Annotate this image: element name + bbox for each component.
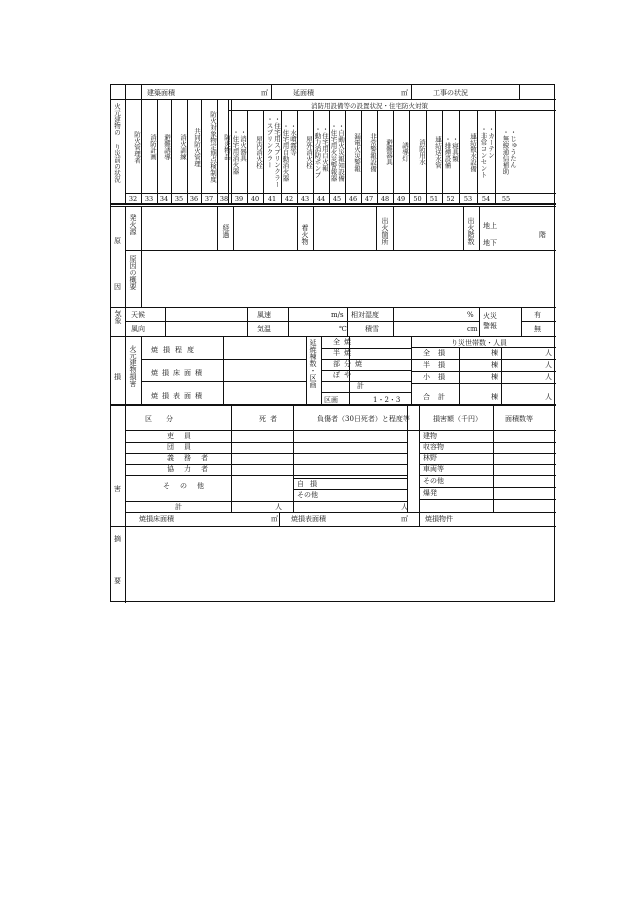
equipment-col-label: 共同防火管理 xyxy=(193,127,201,167)
fire-origin-place-label: 出火箇所 xyxy=(381,217,389,245)
household-unit-2: 人 xyxy=(545,373,552,381)
sqm-unit: ㎡ xyxy=(401,515,408,523)
wind-speed-label: 風速 xyxy=(257,311,271,319)
equipment-col-label: 連結散水設備 xyxy=(469,132,477,172)
sqm-unit: ㎡ xyxy=(261,89,268,97)
equipment-col-label: 避難器具 xyxy=(385,139,393,165)
sqm-unit: ㎡ xyxy=(401,89,408,97)
equipment-col-label: ・寝具類 ・排煙設備 xyxy=(443,135,459,169)
weather-side-label: 気象 xyxy=(114,310,122,324)
floor-suffix: 階 xyxy=(539,231,546,239)
humidity-unit: % xyxy=(467,311,474,319)
household-unit-2: 人 xyxy=(545,361,552,369)
spread-row-label: 計 xyxy=(357,382,372,390)
cause-summary-label: 原因の概要 xyxy=(129,255,137,290)
equipment-col-number: 39 xyxy=(234,194,244,203)
equipment-col-number: 38 xyxy=(219,194,229,203)
equipment-header: 消防用設備等の設置状況・住宅防火対策 xyxy=(311,102,428,110)
equipment-col-number: 35 xyxy=(174,194,184,203)
spread-row-label: 部分焼 xyxy=(333,360,366,368)
building-area-label: 建築面積 xyxy=(147,89,175,97)
equipment-col-number: 34 xyxy=(159,194,169,203)
humidity-label: 相対湿度 xyxy=(351,311,379,319)
equipment-col-label: 非常警報設備 xyxy=(369,132,377,172)
equipment-col-number: 45 xyxy=(332,194,342,203)
below-ground-label: 地下 xyxy=(483,239,497,247)
fire-floor-label: 出火階数 xyxy=(467,217,475,245)
snow-label: 積雪 xyxy=(365,325,379,333)
household-unit-2: 人 xyxy=(545,349,552,357)
equipment-col-label: 漏電火災警報 xyxy=(353,132,361,172)
injured-header: 負傷者（30日死者）と程度等 xyxy=(317,415,410,423)
cause-label-2: 因 xyxy=(114,283,121,291)
equipment-col-number: 51 xyxy=(429,194,439,203)
equipment-col-number: 53 xyxy=(463,194,473,203)
other-label: その他 xyxy=(163,482,214,490)
damage-side-label-2: 害 xyxy=(114,485,121,493)
other-damage-label: その他 xyxy=(297,491,318,499)
equipment-col-number: 54 xyxy=(481,194,491,203)
loss-row-label: 収容物 xyxy=(423,443,444,451)
above-ground-label: 地上 xyxy=(483,222,497,230)
household-unit-2: 人 xyxy=(545,393,552,401)
block-label: 区画 xyxy=(324,396,338,404)
household-unit-1: 棟 xyxy=(491,373,498,381)
equipment-col-label: ・住宅用自火報 ・動力消防ポンプ xyxy=(313,126,329,178)
loss-row-label: 車両等 xyxy=(423,465,444,473)
loss-row-label: 爆発 xyxy=(423,489,437,497)
spread-row-label: ぼや xyxy=(333,371,355,379)
total-floor-area-label: 延面積 xyxy=(293,89,314,97)
equipment-col-label: ・消火器具 ・住宅用消火器 xyxy=(231,129,247,175)
loss-amount-header: 損害額（千円） xyxy=(433,415,482,423)
block-value: 1・2・3 xyxy=(373,396,401,404)
damage-side-label-1: 損 xyxy=(114,373,121,381)
area-header: 面積数等 xyxy=(505,415,533,423)
equipment-col-label: ・住宅用スプリンクラー ・スプリンクラー xyxy=(265,116,281,188)
equipment-col-number: 36 xyxy=(189,194,199,203)
pre-fire-state-label: 火元建物の り災前の状況 xyxy=(113,103,121,183)
ignition-source-label: 発火源 xyxy=(129,214,137,235)
equipment-col-label: 防火対象物定期点検制度 xyxy=(209,111,217,183)
fire-alert-label-2: 警報 xyxy=(483,322,497,330)
spread-row-label: 半焼 xyxy=(333,349,355,357)
burn-surface-area-label: 焼損表面積 xyxy=(151,392,206,400)
temperature-label: 気温 xyxy=(257,325,271,333)
loss-row-label: その他 xyxy=(423,477,444,485)
equipment-col-label: 消防計画 xyxy=(149,134,157,160)
fire-report-form xyxy=(110,84,555,602)
equipment-col-number: 43 xyxy=(300,194,310,203)
dead-total-unit: 人 xyxy=(275,503,282,511)
equipment-col-label: 連結送水管 xyxy=(434,135,442,169)
fire-alert-label-1: 火災 xyxy=(483,312,497,320)
construction-status-label: 工事の状況 xyxy=(433,89,468,97)
equipment-col-number: 49 xyxy=(396,194,406,203)
dead-header: 死者 xyxy=(259,415,281,423)
equipment-col-number: 44 xyxy=(316,194,326,203)
spread-row-label: 全焼 xyxy=(333,338,355,346)
equipment-col-number: 41 xyxy=(267,194,277,203)
injured-total-unit: 人 xyxy=(401,503,408,511)
equipment-col-number: 47 xyxy=(364,194,374,203)
bottom-surface-area-label: 焼損表面積 xyxy=(291,515,326,523)
equipment-col-label: 防炎物品 xyxy=(223,134,231,160)
equipment-col-number: 48 xyxy=(380,194,390,203)
speed-unit: m/s xyxy=(331,311,344,319)
building-damage-label: 火元建物損害 xyxy=(129,345,137,387)
equipment-col-number: 32 xyxy=(128,194,138,203)
household-unit-1: 棟 xyxy=(491,349,498,357)
equipment-col-number: 52 xyxy=(446,194,455,203)
household-row-label: 小損 xyxy=(423,373,453,381)
equipment-col-label: ・じゅうたん ・無線通信補助 xyxy=(501,129,517,175)
household-row-label: 半損 xyxy=(423,361,453,369)
total-label: 計 xyxy=(175,503,182,511)
sqm-unit: ㎡ xyxy=(271,515,278,523)
household-row-label: 合計 xyxy=(423,393,453,401)
equipment-col-label: 誘導灯 xyxy=(401,142,409,162)
temp-unit: ℃ xyxy=(339,325,347,333)
snow-unit: cm xyxy=(467,325,478,333)
first-ignited-label: 着火物 xyxy=(301,224,309,245)
equipment-col-label: ・自動火災報知設備 ・住宅用火災警報器 xyxy=(329,122,345,182)
equipment-col-number: 33 xyxy=(144,194,154,203)
equipment-col-number: 50 xyxy=(413,194,422,203)
remarks-label-2: 要 xyxy=(114,577,121,585)
equipment-col-number: 42 xyxy=(284,194,294,203)
casualty-row-label: 義務者 xyxy=(167,454,218,462)
spread-label: 延焼棟数・区画 xyxy=(309,339,317,388)
cause-label-1: 原 xyxy=(114,237,121,245)
loss-row-label: 林野 xyxy=(423,454,437,462)
equipment-col-label: 消火訓練 xyxy=(179,134,187,160)
households-header: り災世帯数・人員 xyxy=(451,339,507,347)
process-label: 経過 xyxy=(222,224,230,238)
equipment-col-label: 防火管理者 xyxy=(133,130,141,164)
burned-property-label: 焼損物件 xyxy=(425,515,453,523)
remarks-label-1: 摘 xyxy=(114,535,121,543)
equipment-col-number: 37 xyxy=(204,194,214,203)
category-header: 区分 xyxy=(145,415,187,423)
equipment-col-label: 屋外消火栓 xyxy=(305,135,313,169)
loss-row-label: 建物 xyxy=(423,432,437,440)
weather-label: 天候 xyxy=(131,311,145,319)
wind-direction-label: 風向 xyxy=(131,325,145,333)
burn-degree-label: 焼損程度 xyxy=(151,346,199,354)
equipment-col-number: 55 xyxy=(501,194,511,203)
household-unit-1: 棟 xyxy=(491,361,498,369)
burn-floor-area-label: 焼損床面積 xyxy=(151,369,206,377)
household-row-label: 全損 xyxy=(423,349,453,357)
equipment-col-number: 46 xyxy=(348,194,358,203)
bottom-floor-area-label: 焼損床面積 xyxy=(139,515,174,523)
equipment-col-label: ・カーテン ・非常コンセント xyxy=(479,126,495,178)
alert-no: 無 xyxy=(534,325,541,333)
equipment-col-number: 40 xyxy=(250,194,260,203)
equipment-col-label: ・水噴霧等 ・住宅用自動消火器 xyxy=(281,122,297,182)
equipment-col-label: 避難誘導 xyxy=(163,134,171,160)
equipment-col-label: 屋内消火栓 xyxy=(255,135,263,169)
equipment-col-label: 消防用水 xyxy=(418,139,426,165)
casualty-row-label: 団員 xyxy=(167,443,201,451)
casualty-row-label: 協力者 xyxy=(167,465,218,473)
alert-yes: 有 xyxy=(534,311,541,319)
self-damage-label: 自損 xyxy=(297,480,323,488)
casualty-row-label: 吏員 xyxy=(167,432,201,440)
household-unit-1: 棟 xyxy=(491,393,498,401)
